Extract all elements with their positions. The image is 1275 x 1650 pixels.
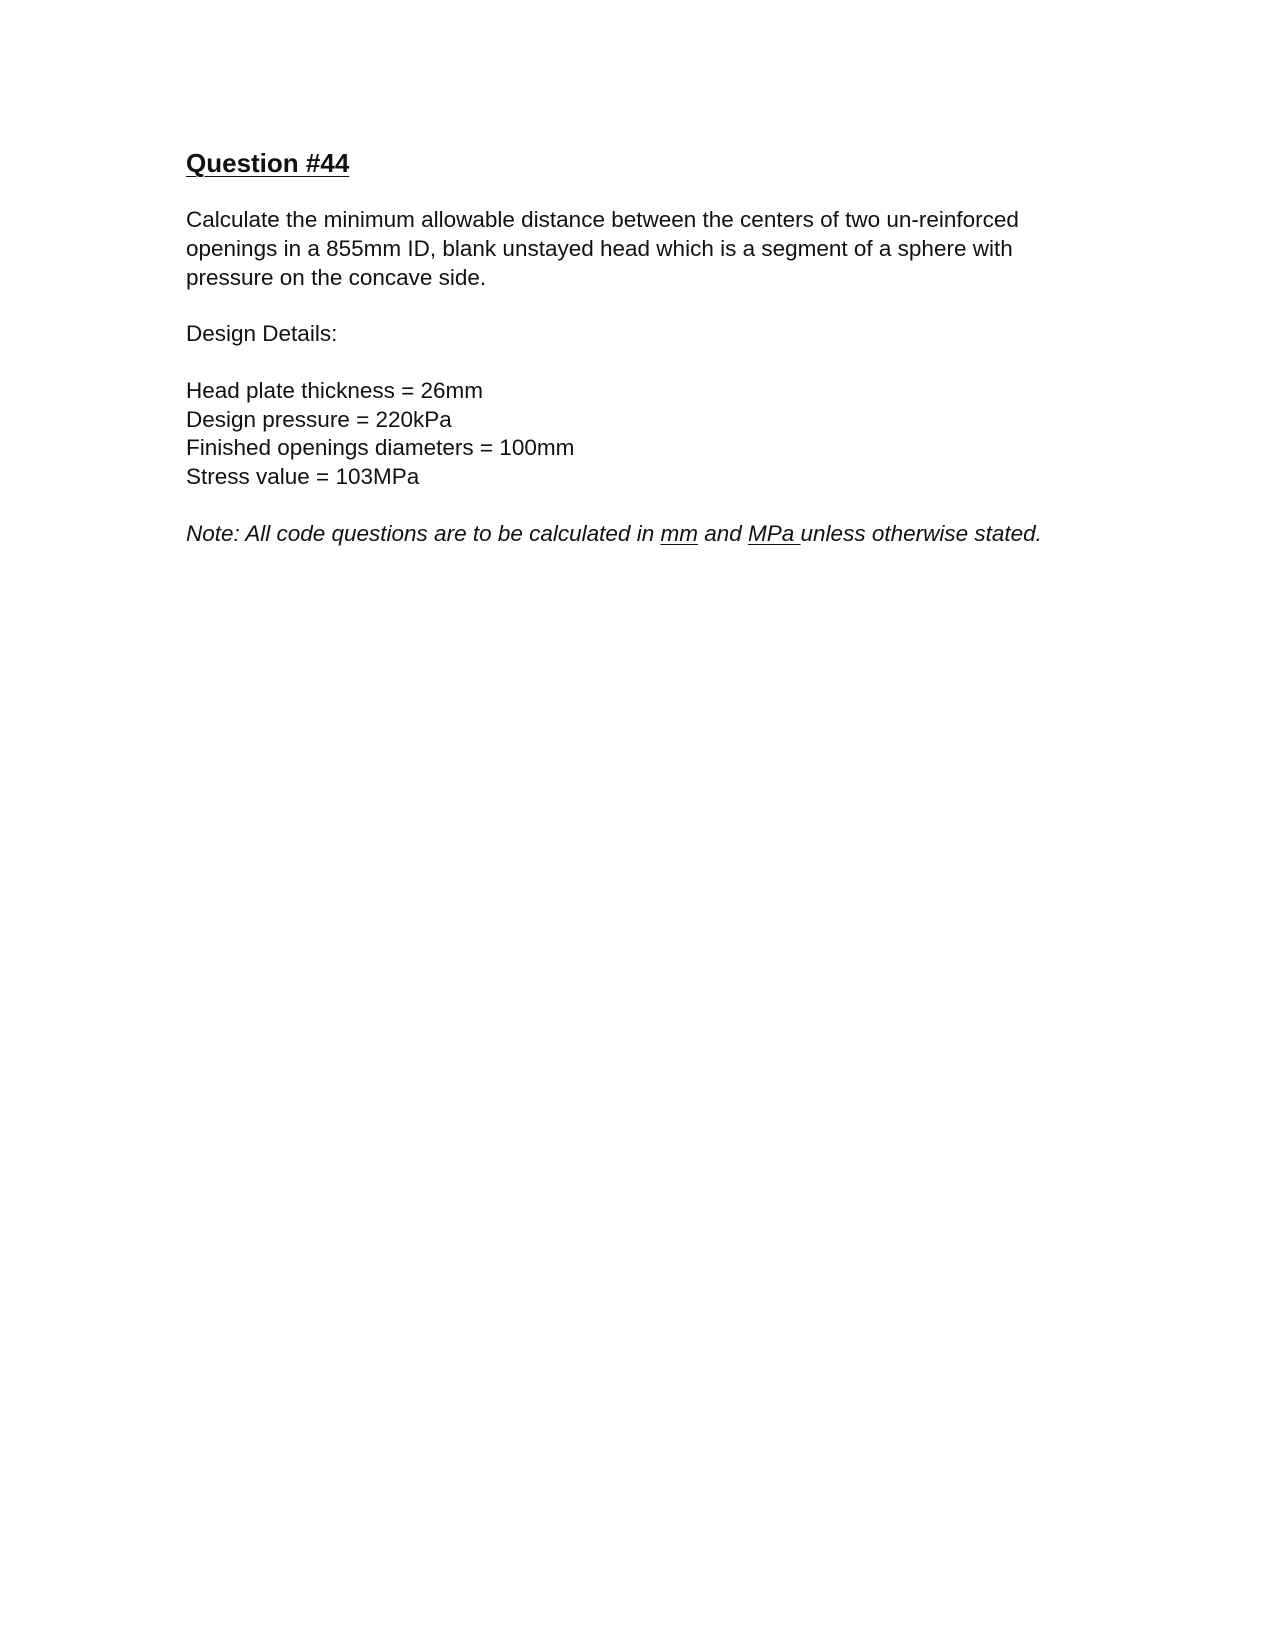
question-prompt: Calculate the minimum allowable distance between the centers of two un-reinforced openings in a 855mm ID, blank unstayed head which is a segment of a sphere with pressure on the concave side. (186, 207, 1019, 291)
detail-stress-value: Stress value = 103MPa (186, 463, 420, 489)
detail-opening-diameters: Finished openings diameters = 100mm (186, 435, 575, 461)
detail-design-pressure: Design pressure = 220kPa (186, 406, 452, 432)
note-unit-mm: mm (660, 521, 698, 547)
design-details-label: Design Details: (186, 321, 338, 347)
units-note (186, 519, 1086, 548)
design-details-list (186, 377, 1086, 491)
question-title: Question #44 (186, 148, 350, 178)
note-text-end: unless otherwise stated. (800, 521, 1042, 547)
document-page (186, 148, 1086, 548)
note-text-start: Note: All code questions are to be calculated in (186, 521, 661, 547)
note-text-and: and (697, 521, 749, 547)
detail-head-plate-thickness: Head plate thickness = 26mm (186, 378, 484, 404)
note-unit-mpa: MPa (748, 521, 801, 547)
